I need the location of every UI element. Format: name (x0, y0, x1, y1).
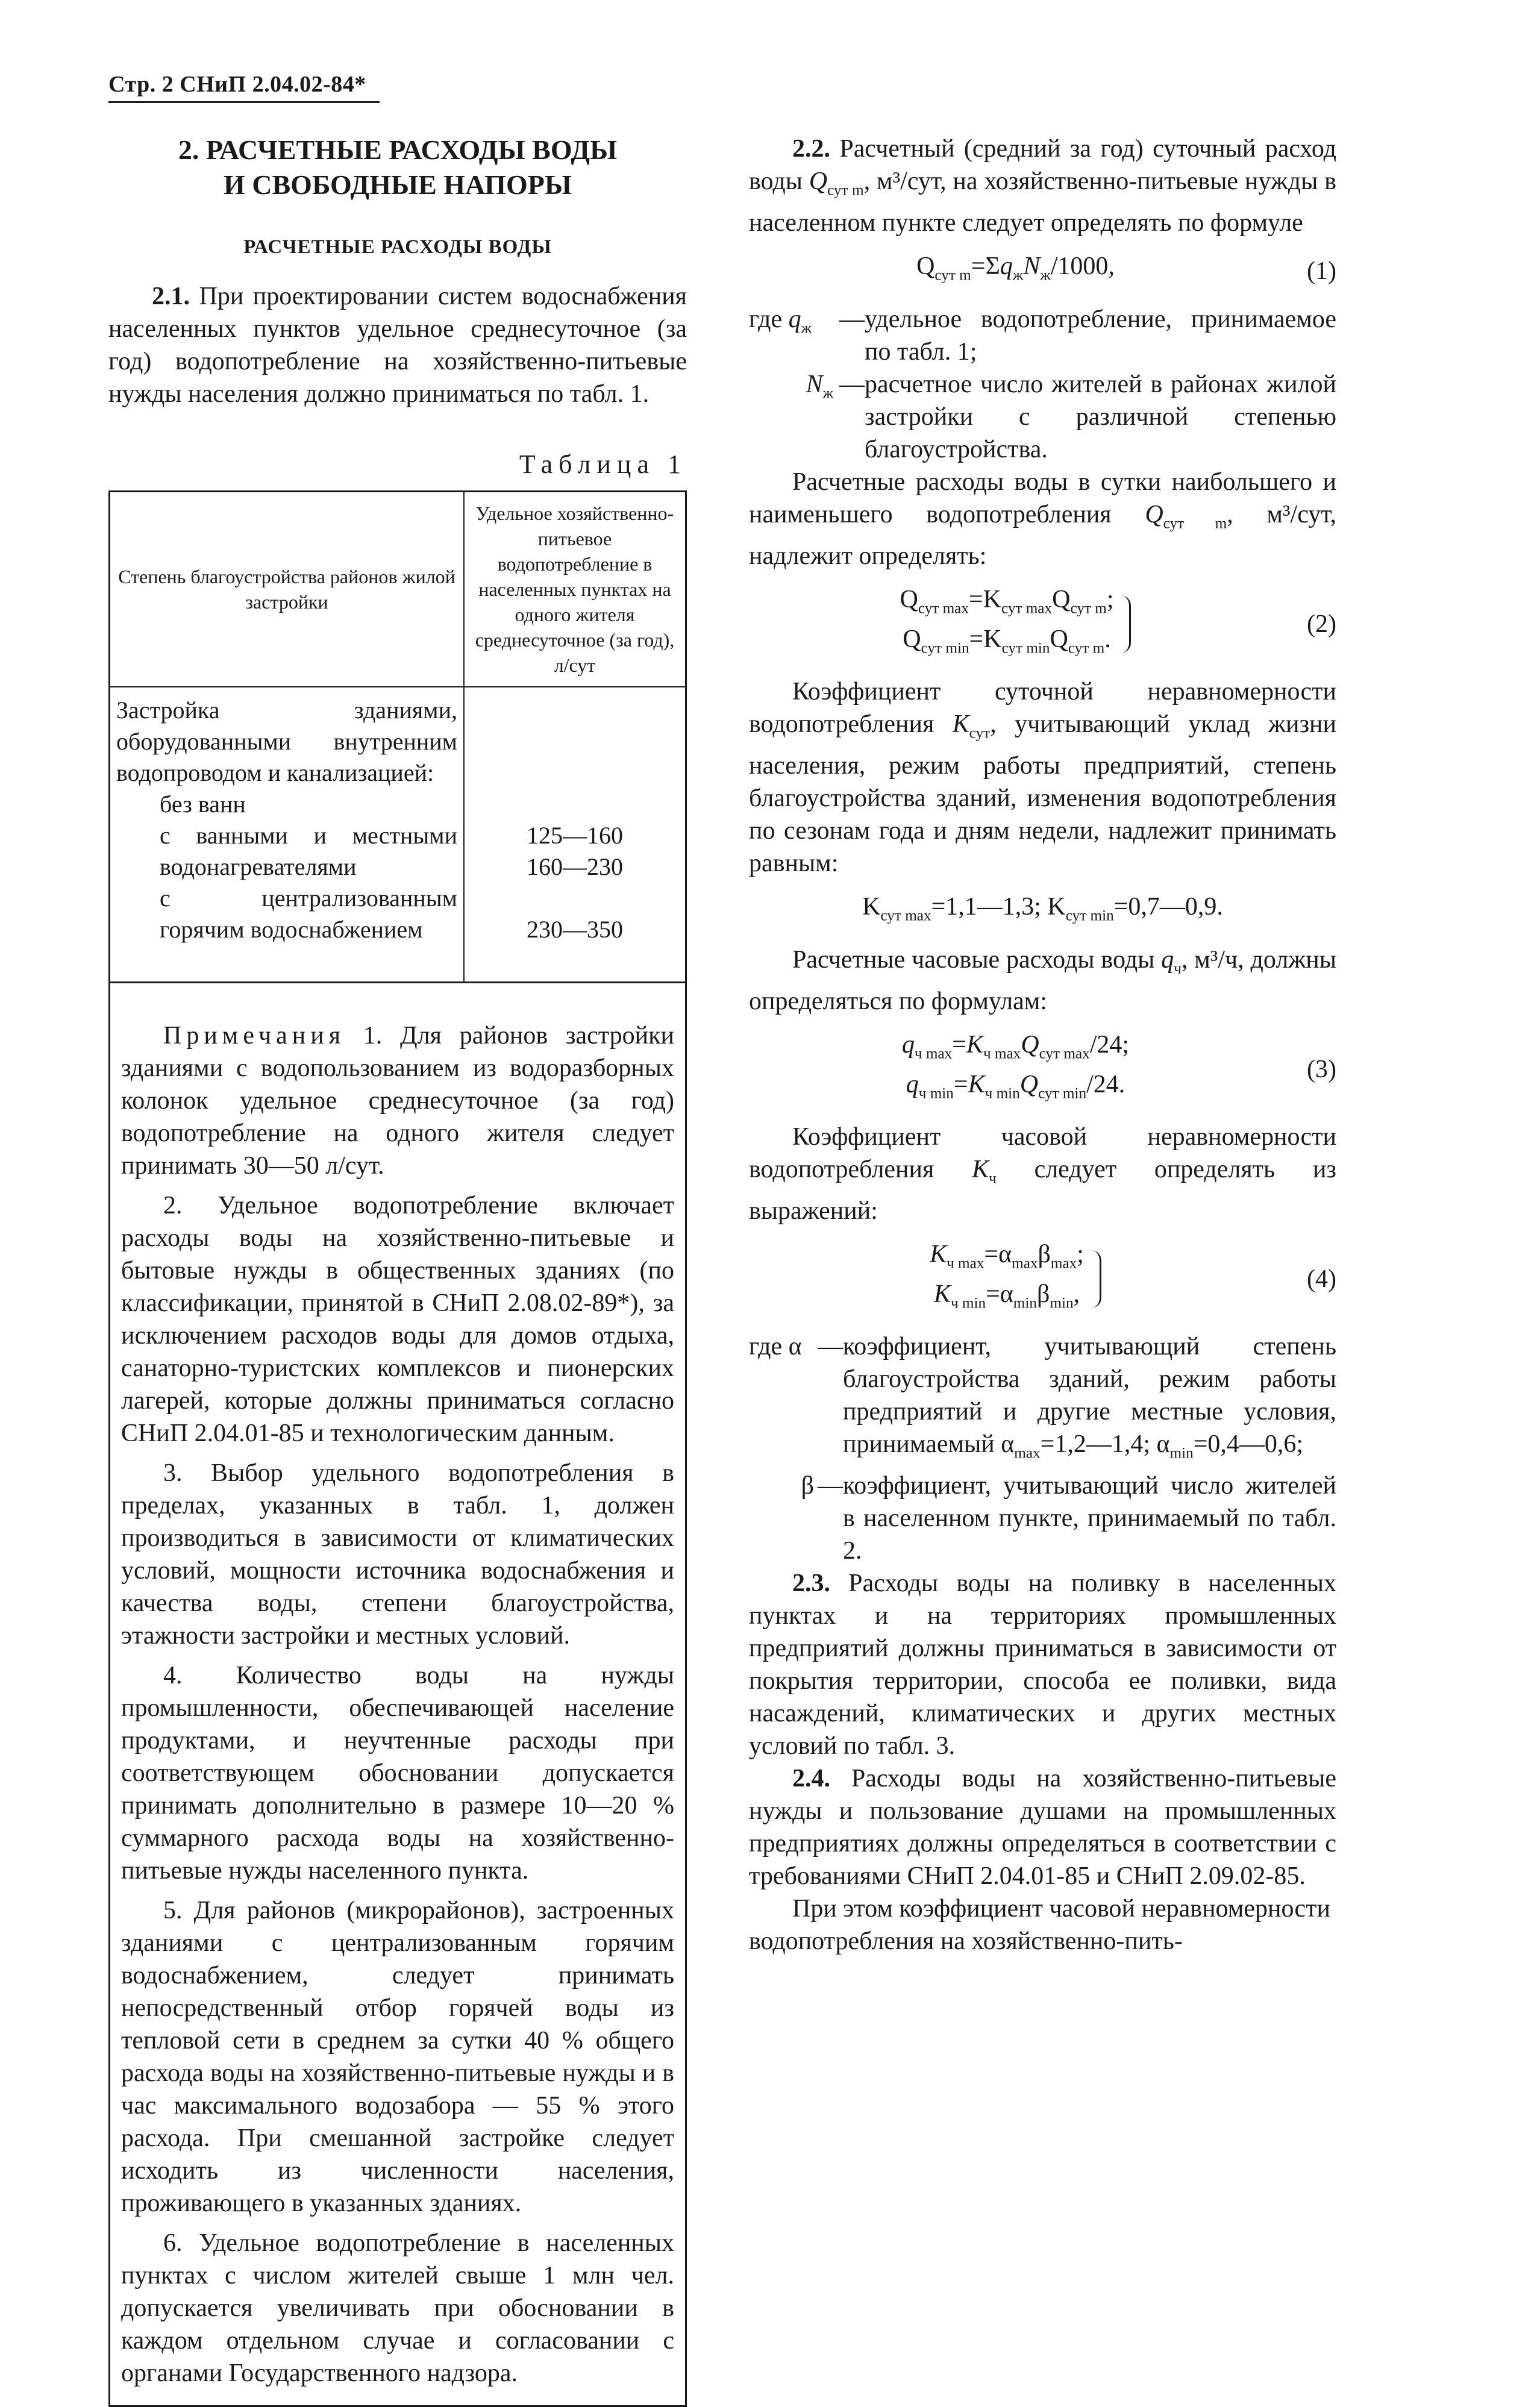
formula-2: $Q_{сут max}=K_{сут max}Q_{сут m}$; $Q_{сут min}=K_{сут min}Q_{сут m}$. (2) (900, 586, 1336, 656)
formula-3: $q_{ч max}=K_{ч max}Q_{сут max}/24$; $q_{ч min}=K_{ч min}Q_{сут min}/24$. (3) (901, 1031, 1336, 1101)
formula-number: (4) (1307, 1265, 1336, 1293)
paragraph-text: При проектировании систем водоснабжения населенных пунктов удельное среднесуточное (за год) водопотребление на хозяйственно-питьевые нужды населения должно приниматься по табл. 1. (108, 283, 687, 408)
ksut-values: $K_{сут max}=1,1—1,3$; $K_{сут min}=0,7—0,9$. (862, 893, 1223, 924)
table-group-label: Застройка зданиями, оборудованными внутренним водопроводом и канализацией: (116, 696, 457, 786)
paragraph-kh: Коэффициент часовой неравномерности водопотребления $K_ч$ следует определять из выражений: (749, 1122, 1337, 1225)
paragraph-number: 2.2. (792, 135, 830, 163)
paragraph-2-1 (108, 280, 687, 410)
paragraph-2-4: 2.4. Расходы воды на хозяйственно-питьевые нужды и пользование душами на промышленных предприятиях должны определяться в соответствии с требованиями СНиП 2.04.01-85 и СНиП 2.09.02-85. (749, 1765, 1337, 1891)
page-header: Стр. 2 СНиП 2.04.02-84* (108, 71, 380, 103)
note-4: 4. Количество воды на нужды промышленности, обеспечивающей население продуктами, и неучтенные расходы при соответствующем обосновании допускается принимать дополнительно в размере 10—20 % суммарного расхода воды на хозяйственно-питьевые нужды населенного пункта. (121, 1662, 674, 1885)
table-cell-labels (110, 687, 465, 983)
table-row-label: с ванными и местными водонагревателями (160, 822, 457, 880)
table-row (110, 687, 686, 983)
formula-1: $Q_{сут m}=\Sigma q_жN_ж/1000$, (1) (916, 252, 1336, 286)
note-2: 2. Удельное водопотребление включает расходы воды на хозяйственно-питьевые и бытовые нужды в общественных зданиях (по классификации, принятой в СНиП 2.08.02-89*), за исключением расходов воды для домов отдыха, санаторно-туристских комплексов и пионерских лагерей, которые должны приниматься согласно СНиП 2.04.01-85 и технологическим данным. (121, 1192, 674, 1447)
table-row-value: 230—350 (527, 916, 623, 943)
table-row-label: с централизованным горячим водоснабжением (160, 884, 457, 943)
paragraph-2-3: 2.3. Расходы воды на поливку в населенных пунктах и на территориях промышленных предприятий должны приниматься в зависимости от покрытия территории, способа ее поливки, вида насаждений, климатических и других местных условий по табл. 3. (749, 1570, 1336, 1761)
note-1: Примечания 1. Для районов застройки зданиями с водопользованием из водоразборных колонок удельное среднесуточное (за год) водопотребление на одного жителя следует принимать 30—50 л/сут. (121, 1022, 675, 1180)
section-title (108, 133, 687, 202)
table-notes (108, 983, 687, 2407)
where-beta: β — коэффициент, учитывающий число жителей в населенном пункте, принимаемый по табл. 2. (801, 1472, 1336, 1565)
section-title-line-2: И СВОБОДНЫЕ НАПОРЫ (223, 169, 572, 200)
paragraph-number: 2.4. (792, 1765, 830, 1793)
formula-number: (1) (1307, 257, 1336, 286)
left-column (108, 133, 687, 2407)
paragraph-daily: Расчетные расходы воды в сутки наибольшего и наименьшего водопотребления $Q_{сут m}$, м³/сут, надлежит определять: (749, 468, 1336, 571)
paragraph-number: 2.3. (792, 1570, 830, 1598)
paragraph-hourly: Расчетные часовые расходы воды $q_ч$, м³/ч, должны определяться по формулам: (749, 945, 1337, 1016)
paragraph-number: 2.1. (152, 283, 190, 310)
where-alpha: где α — коэффициент, учитывающий степень благоустройства зданий, режим работы предприятий и другие местные условия, принимаемый $\alpha_{max}=1,2—1,4$; $\alpha_{min}=0,4—0,6$; (749, 1333, 1336, 1462)
table-caption: Таблица 1 (519, 449, 687, 479)
table-header-col1: Степень благоустройства районов жилой застройки (110, 492, 465, 687)
table-row-label: без ванн (160, 790, 246, 818)
note-6: 6. Удельное водопотребление в населенных пунктах с числом жителей свыше 1 млн чел. допускается увеличивать при обосновании в каждом отдельном случае и согласовании с органами Государственного надзора. (121, 2229, 674, 2387)
formula-4: $K_{ч max}=\alpha_{max}\beta_{max}$; $K_{ч min}=\alpha_{min}\beta_{min}$, (4) (930, 1241, 1336, 1312)
table-row-value: 125—160 (527, 822, 623, 849)
subsection-title: РАСЧЕТНЫЕ РАСХОДЫ ВОДЫ (243, 236, 552, 258)
right-column (749, 133, 1336, 1958)
where-nzh: $N_ж$ — расчетное число жителей в районах жилой застройки с различной степенью благоустройства. (806, 370, 1336, 463)
water-consumption-table (108, 490, 687, 983)
formula-number: (2) (1307, 610, 1336, 638)
where-qzh: где $q_ж$ — удельное водопотребление, принимаемое по табл. 1; (749, 305, 1336, 366)
table-header-col2: Удельное хозяйственно-питьевое водопотребление в населенных пунктах на одного жителя среднесуточное (за год), л/сут (464, 492, 686, 687)
formula-number: (3) (1307, 1055, 1336, 1083)
paragraph-2-2: 2.2. Расчетный (средний за год) суточный расход воды $Q_{сут m}$, м³/сут, на хозяйственно-питьевые нужды в населенном пункте следует определять по формуле (749, 135, 1336, 237)
paragraph-last: При этом коэффициент часовой неравномерности водопотребления на хозяйственно-пить- (749, 1895, 1330, 1956)
note-5: 5. Для районов (микрорайонов), застроенных зданиями с централизованным горячим водоснабжением, следует принимать непосредственный отбор горячей воды из тепловой сети в среднем за сутки 40 % общего расхода воды на хозяйственно-питьевые нужды и в час максимального водозабора — 55 % этого расхода. При смешанной застройке следует исходить из численности населения, проживающего в указанных зданиях. (121, 1897, 674, 2217)
notes-heading: Примечания (163, 1022, 346, 1050)
table-row-value: 160—230 (527, 853, 623, 880)
paragraph-ksut: Коэффициент суточной неравномерности водопотребления $K_{сут}$, учитывающий уклад жизни населения, режим работы предприятий, степень благоустройства зданий, изменения водопотребления по сезонам года и дням недели, надлежит принимать равным: (749, 677, 1336, 878)
table-cell-values (464, 687, 686, 983)
section-title-line-1: 2. РАСЧЕТНЫЕ РАСХОДЫ ВОДЫ (178, 134, 618, 165)
note-3: 3. Выбор удельного водопотребления в пределах, указанных в табл. 1, должен производиться в зависимости от климатических условий, мощности источника водоснабжения и качества воды, степени благоустройства, этажности застройки и местных условий. (121, 1459, 674, 1650)
